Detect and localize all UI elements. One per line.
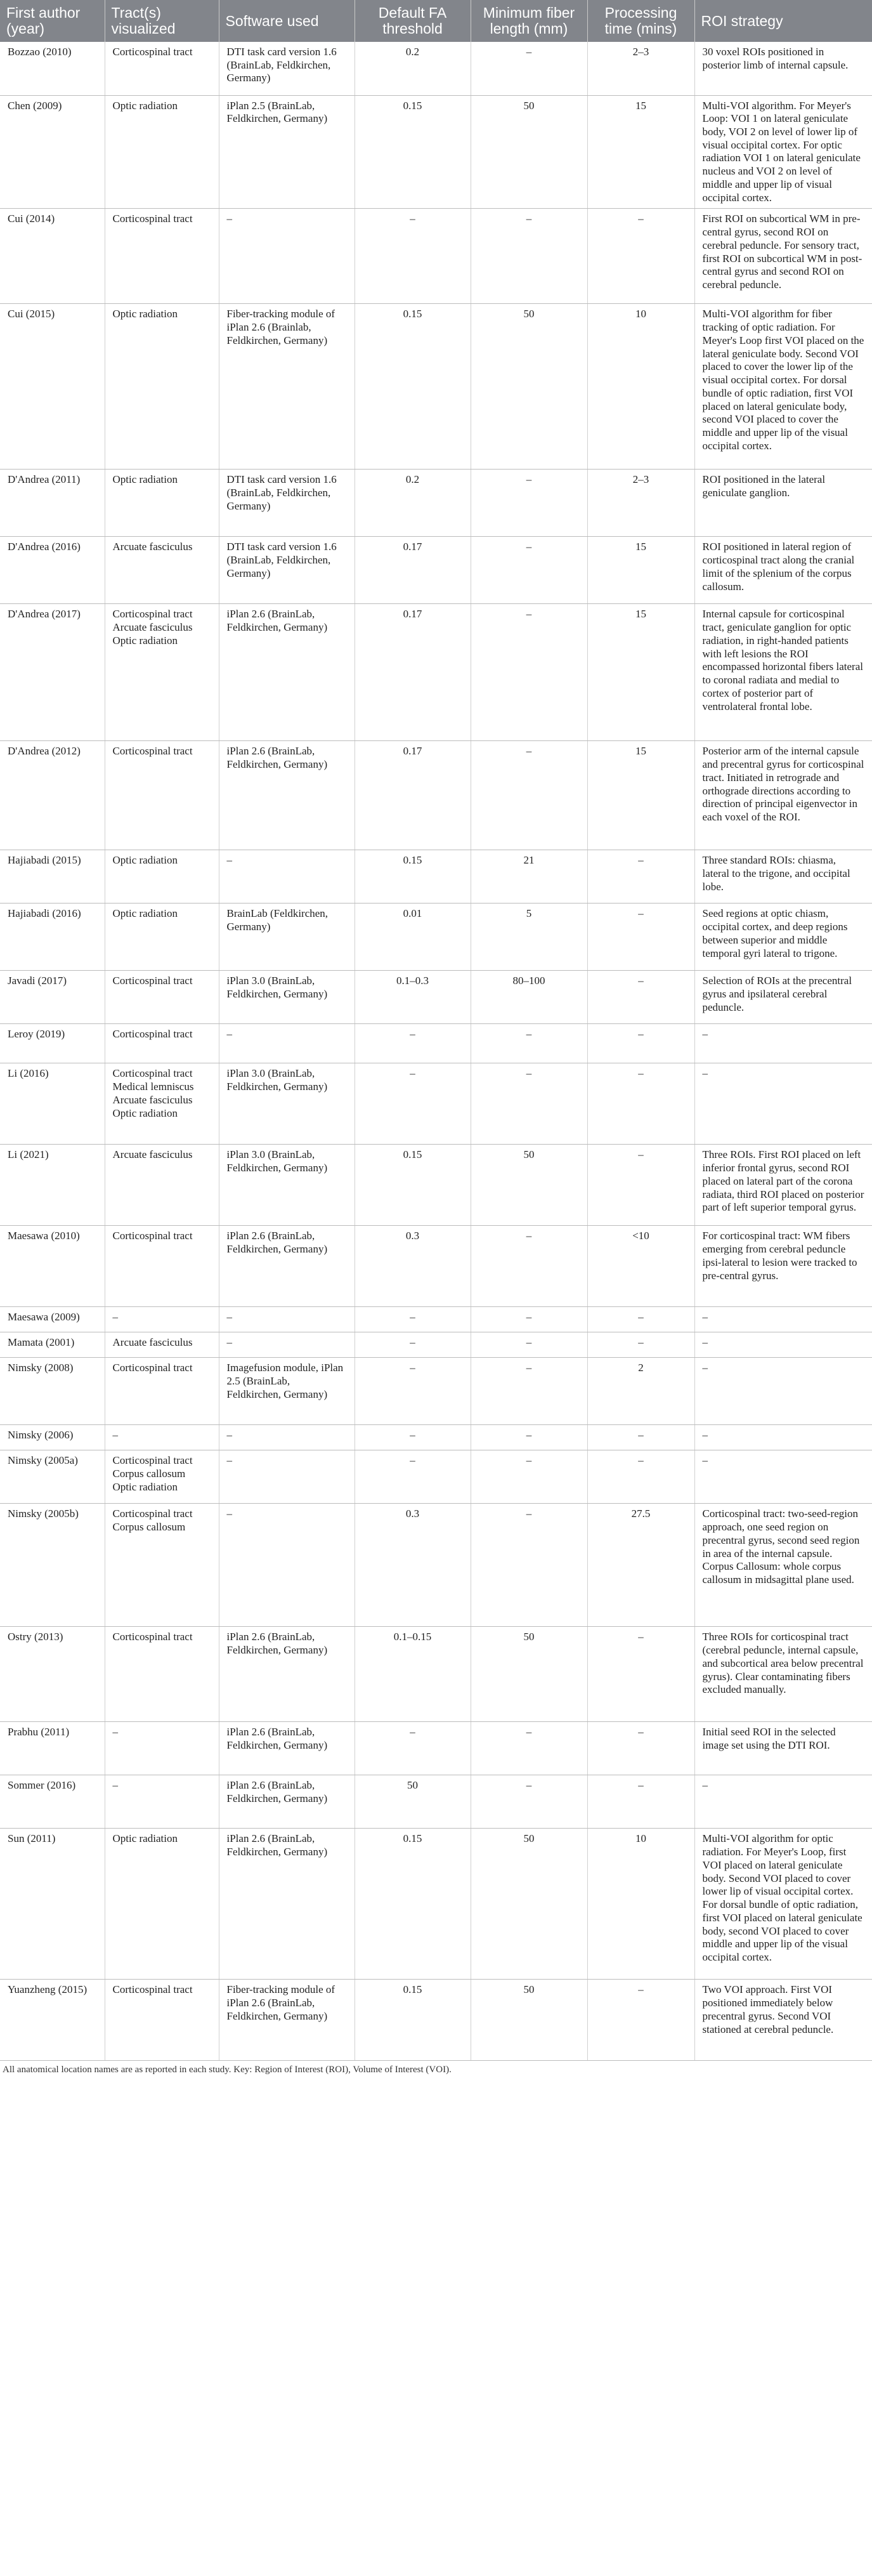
cell-fa-threshold: – <box>355 1063 471 1145</box>
cell-roi-strategy: Multi-VOI algorithm. For Meyer's Loop: VOI 1 on lateral geniculate body, VOI 2 on level of lower lip of visual occipital cortex. For optic radiation VOI 1 on lateral geniculate nucleus and VOI 2 on level of middle and upper lip of visual occipital cortex. <box>694 95 872 209</box>
cell-tracts: Optic radiation <box>105 850 219 904</box>
table-row <box>0 1504 872 1627</box>
cell-processing-time: – <box>587 1980 694 2061</box>
cell-first-author: Nimsky (2005a) <box>0 1450 105 1504</box>
cell-tracts: Corticospinal tract <box>105 1627 219 1722</box>
cell-fa-threshold: 0.15 <box>355 95 471 209</box>
cell-software: iPlan 2.6 (BrainLab, Feldkirchen, Germany) <box>219 1722 355 1775</box>
cell-fiber-length: – <box>471 1775 587 1829</box>
cell-fa-threshold: 0.1–0.15 <box>355 1627 471 1722</box>
cell-fa-threshold: 0.15 <box>355 304 471 470</box>
header-tracts: Tract(s) visualized <box>105 0 219 42</box>
header-software: Software used <box>219 0 355 42</box>
cell-first-author: Li (2021) <box>0 1145 105 1226</box>
cell-fa-threshold: 0.2 <box>355 470 471 537</box>
cell-software: iPlan 2.5 (BrainLab, Feldkirchen, Germany) <box>219 95 355 209</box>
cell-processing-time: 27.5 <box>587 1504 694 1627</box>
cell-roi-strategy: Three ROIs. First ROI placed on left inferior frontal gyrus, second ROI placed on lateral part of the corona radiata, third ROI placed on posterior part of left superior temporal gyrus. <box>694 1145 872 1226</box>
table-row <box>0 304 872 470</box>
cell-first-author: Hajiabadi (2015) <box>0 850 105 904</box>
cell-fiber-length: – <box>471 1332 587 1358</box>
cell-software: iPlan 2.6 (BrainLab, Feldkirchen, Germany) <box>219 1226 355 1307</box>
cell-processing-time: 10 <box>587 1829 694 1980</box>
cell-processing-time: – <box>587 904 694 971</box>
cell-fa-threshold: – <box>355 1332 471 1358</box>
cell-fiber-length: 50 <box>471 304 587 470</box>
cell-first-author: Cui (2014) <box>0 209 105 304</box>
cell-fa-threshold: 0.17 <box>355 537 471 604</box>
cell-first-author: Chen (2009) <box>0 95 105 209</box>
cell-software: DTI task card version 1.6 (BrainLab, Feldkirchen, Germany) <box>219 42 355 95</box>
cell-fiber-length: – <box>471 42 587 95</box>
cell-software: Imagefusion module, iPlan 2.5 (BrainLab, Feldkirchen, Germany) <box>219 1358 355 1425</box>
cell-roi-strategy: – <box>694 1425 872 1450</box>
cell-first-author: Nimsky (2005b) <box>0 1504 105 1627</box>
cell-first-author: Maesawa (2009) <box>0 1307 105 1332</box>
cell-processing-time: 15 <box>587 741 694 850</box>
cell-first-author: D'Andrea (2016) <box>0 537 105 604</box>
cell-fa-threshold: 0.3 <box>355 1504 471 1627</box>
table-row <box>0 1358 872 1425</box>
cell-fa-threshold: 0.15 <box>355 1145 471 1226</box>
cell-software: – <box>219 1307 355 1332</box>
cell-fa-threshold: 50 <box>355 1775 471 1829</box>
cell-fiber-length: 50 <box>471 1145 587 1226</box>
cell-software: – <box>219 1450 355 1504</box>
cell-software: iPlan 2.6 (BrainLab, Feldkirchen, Germany) <box>219 604 355 741</box>
cell-processing-time: – <box>587 1332 694 1358</box>
cell-tracts: Corticospinal tract <box>105 1226 219 1307</box>
cell-processing-time: – <box>587 1024 694 1063</box>
table-row <box>0 209 872 304</box>
cell-first-author: Cui (2015) <box>0 304 105 470</box>
cell-processing-time: – <box>587 1307 694 1332</box>
cell-software: iPlan 3.0 (BrainLab, Feldkirchen, Germany) <box>219 1063 355 1145</box>
cell-first-author: Maesawa (2010) <box>0 1226 105 1307</box>
cell-processing-time: 15 <box>587 537 694 604</box>
cell-first-author: Ostry (2013) <box>0 1627 105 1722</box>
cell-fa-threshold: 0.17 <box>355 604 471 741</box>
cell-software: DTI task card version 1.6 (BrainLab, Feldkirchen, Germany) <box>219 470 355 537</box>
cell-roi-strategy: Two VOI approach. First VOI positioned immediately below precentral gyrus. Second VOI stationed at cerebral peduncle. <box>694 1980 872 2061</box>
cell-tracts: – <box>105 1307 219 1332</box>
cell-software: DTI task card version 1.6 (BrainLab, Feldkirchen, Germany) <box>219 537 355 604</box>
cell-fiber-length: – <box>471 1504 587 1627</box>
cell-fa-threshold: 0.01 <box>355 904 471 971</box>
cell-fa-threshold: – <box>355 1307 471 1332</box>
cell-tracts: Corticospinal tract Corpus callosum <box>105 1504 219 1627</box>
cell-software: iPlan 2.6 (BrainLab, Feldkirchen, Germany) <box>219 741 355 850</box>
table-row <box>0 1332 872 1358</box>
cell-processing-time: – <box>587 1425 694 1450</box>
cell-processing-time: <10 <box>587 1226 694 1307</box>
cell-roi-strategy: ROI positioned in lateral region of corticospinal tract along the cranial limit of the splenium of the corpus callosum. <box>694 537 872 604</box>
table-row <box>0 1226 872 1307</box>
cell-tracts: – <box>105 1775 219 1829</box>
cell-roi-strategy: Seed regions at optic chiasm, occipital cortex, and deep regions between superior and middle temporal gyri lateral to trigone. <box>694 904 872 971</box>
cell-tracts: – <box>105 1722 219 1775</box>
cell-fiber-length: – <box>471 1358 587 1425</box>
header-fa-threshold: Default FA threshold <box>355 0 471 42</box>
cell-fa-threshold: – <box>355 1358 471 1425</box>
cell-first-author: Leroy (2019) <box>0 1024 105 1063</box>
cell-first-author: Bozzao (2010) <box>0 42 105 95</box>
cell-tracts: Corticospinal tract <box>105 209 219 304</box>
cell-software: iPlan 2.6 (BrainLab, Feldkirchen, Germany) <box>219 1775 355 1829</box>
cell-fiber-length: 50 <box>471 1627 587 1722</box>
table-row <box>0 1307 872 1332</box>
cell-processing-time: 2–3 <box>587 42 694 95</box>
cell-fiber-length: – <box>471 1024 587 1063</box>
cell-roi-strategy: – <box>694 1450 872 1504</box>
cell-fiber-length: – <box>471 1063 587 1145</box>
cell-fiber-length: – <box>471 537 587 604</box>
table-row <box>0 1145 872 1226</box>
cell-roi-strategy: 30 voxel ROIs positioned in posterior limb of internal capsule. <box>694 42 872 95</box>
cell-tracts: Corticospinal tract <box>105 1980 219 2061</box>
cell-first-author: Nimsky (2008) <box>0 1358 105 1425</box>
cell-tracts: Corticospinal tract <box>105 971 219 1024</box>
cell-roi-strategy: Initial seed ROI in the selected image set using the DTI ROI. <box>694 1722 872 1775</box>
table-row <box>0 95 872 209</box>
header-processing-time: Processing time (mins) <box>587 0 694 42</box>
cell-software: iPlan 2.6 (BrainLab, Feldkirchen, Germany) <box>219 1829 355 1980</box>
cell-first-author: Nimsky (2006) <box>0 1425 105 1450</box>
cell-first-author: Hajiabadi (2016) <box>0 904 105 971</box>
cell-tracts: Optic radiation <box>105 95 219 209</box>
cell-fiber-length: – <box>471 470 587 537</box>
header-fiber-length: Minimum fiber length (mm) <box>471 0 587 42</box>
cell-processing-time: 2 <box>587 1358 694 1425</box>
cell-software: iPlan 3.0 (BrainLab, Feldkirchen, Germany) <box>219 1145 355 1226</box>
cell-software: Fiber-tracking module of iPlan 2.6 (BrainLab, Feldkirchen, Germany) <box>219 1980 355 2061</box>
cell-roi-strategy: Multi-VOI algorithm for fiber tracking of optic radiation. For Meyer's Loop first VOI placed on the lateral geniculate body. Second VOI placed to cover the lower lip of the visual occipital cortex. For dorsal bundle of optic radiation, first VOI placed on lateral geniculate body, second VOI placed to cover the middle and upper lip of the visual occipital cortex. <box>694 304 872 470</box>
cell-roi-strategy: Selection of ROIs at the precentral gyrus and ipsilateral cerebral peduncle. <box>694 971 872 1024</box>
cell-fa-threshold: 0.15 <box>355 1829 471 1980</box>
cell-processing-time: – <box>587 971 694 1024</box>
cell-first-author: Sun (2011) <box>0 1829 105 1980</box>
table-row <box>0 1024 872 1063</box>
table-row <box>0 1063 872 1145</box>
cell-fa-threshold: – <box>355 1024 471 1063</box>
cell-tracts: – <box>105 1425 219 1450</box>
cell-roi-strategy: – <box>694 1307 872 1332</box>
cell-fa-threshold: 0.15 <box>355 1980 471 2061</box>
cell-software: – <box>219 1332 355 1358</box>
table-row <box>0 1425 872 1450</box>
table-row <box>0 1775 872 1829</box>
cell-first-author: Li (2016) <box>0 1063 105 1145</box>
cell-tracts: Optic radiation <box>105 1829 219 1980</box>
cell-fiber-length: 5 <box>471 904 587 971</box>
cell-first-author: Sommer (2016) <box>0 1775 105 1829</box>
cell-processing-time: 15 <box>587 604 694 741</box>
cell-software: – <box>219 1504 355 1627</box>
cell-fiber-length: 50 <box>471 1829 587 1980</box>
table-row <box>0 850 872 904</box>
cell-tracts: Corticospinal tract <box>105 741 219 850</box>
cell-processing-time: – <box>587 209 694 304</box>
cell-tracts: Arcuate fasciculus <box>105 537 219 604</box>
cell-roi-strategy: – <box>694 1358 872 1425</box>
header-row <box>0 0 872 42</box>
cell-software: iPlan 3.0 (BrainLab, Feldkirchen, Germany) <box>219 971 355 1024</box>
cell-fiber-length: – <box>471 209 587 304</box>
table-row <box>0 1980 872 2061</box>
cell-fiber-length: – <box>471 604 587 741</box>
cell-roi-strategy: ROI positioned in the lateral geniculate ganglion. <box>694 470 872 537</box>
cell-fa-threshold: 0.15 <box>355 850 471 904</box>
cell-roi-strategy: – <box>694 1332 872 1358</box>
cell-processing-time: – <box>587 850 694 904</box>
cell-roi-strategy: – <box>694 1063 872 1145</box>
cell-fa-threshold: – <box>355 209 471 304</box>
cell-roi-strategy: Corticospinal tract: two-seed-region approach, one seed region on precentral gyrus, second seed region in area of the internal capsule. Corpus Callosum: whole corpus callosum in midsagittal plane used. <box>694 1504 872 1627</box>
cell-fiber-length: 80–100 <box>471 971 587 1024</box>
cell-roi-strategy: First ROI on subcortical WM in pre-central gyrus, second ROI on cerebral peduncle. For sensory tract, first ROI on subcortical WM in post-central gyrus and second ROI on cerebral peduncle. <box>694 209 872 304</box>
cell-software: – <box>219 1024 355 1063</box>
table-row <box>0 741 872 850</box>
cell-fa-threshold: – <box>355 1425 471 1450</box>
cell-roi-strategy: – <box>694 1775 872 1829</box>
cell-first-author: D'Andrea (2011) <box>0 470 105 537</box>
cell-tracts: Optic radiation <box>105 904 219 971</box>
cell-first-author: D'Andrea (2012) <box>0 741 105 850</box>
table-row <box>0 537 872 604</box>
cell-tracts: Corticospinal tract <box>105 1358 219 1425</box>
cell-processing-time: – <box>587 1775 694 1829</box>
cell-fa-threshold: – <box>355 1722 471 1775</box>
cell-tracts: Optic radiation <box>105 470 219 537</box>
cell-fiber-length: – <box>471 1307 587 1332</box>
cell-fiber-length: 21 <box>471 850 587 904</box>
cell-fiber-length: 50 <box>471 1980 587 2061</box>
cell-tracts: Arcuate fasciculus <box>105 1332 219 1358</box>
table-header <box>0 0 872 42</box>
table-row <box>0 1627 872 1722</box>
cell-roi-strategy: For corticospinal tract: WM fibers emerging from cerebral peduncle ipsi-lateral to lesion were tracked to pre-central gyrus. <box>694 1226 872 1307</box>
table-row <box>0 904 872 971</box>
cell-software: iPlan 2.6 (BrainLab, Feldkirchen, Germany) <box>219 1627 355 1722</box>
cell-fiber-length: 50 <box>471 95 587 209</box>
cell-first-author: Prabhu (2011) <box>0 1722 105 1775</box>
cell-first-author: Javadi (2017) <box>0 971 105 1024</box>
cell-processing-time: – <box>587 1063 694 1145</box>
cell-fiber-length: – <box>471 1226 587 1307</box>
table-footnote: All anatomical location names are as reported in each study. Key: Region of Interest (ROI), Volume of Interest (VOI). <box>3 2065 452 2075</box>
cell-fa-threshold: – <box>355 1450 471 1504</box>
cell-first-author: D'Andrea (2017) <box>0 604 105 741</box>
cell-processing-time: – <box>587 1145 694 1226</box>
cell-tracts: Corticospinal tract Arcuate fasciculus Optic radiation <box>105 604 219 741</box>
cell-tracts: Corticospinal tract Corpus callosum Optic radiation <box>105 1450 219 1504</box>
cell-tracts: Corticospinal tract <box>105 1024 219 1063</box>
cell-fiber-length: – <box>471 741 587 850</box>
cell-software: BrainLab (Feldkirchen, Germany) <box>219 904 355 971</box>
cell-tracts: Optic radiation <box>105 304 219 470</box>
cell-processing-time: – <box>587 1627 694 1722</box>
cell-tracts: Corticospinal tract Medical lemniscus Arcuate fasciculus Optic radiation <box>105 1063 219 1145</box>
header-roi-strategy: ROI strategy <box>694 0 872 42</box>
cell-software: – <box>219 850 355 904</box>
cell-processing-time: 2–3 <box>587 470 694 537</box>
table-row <box>0 1722 872 1775</box>
table-row <box>0 604 872 741</box>
cell-fa-threshold: 0.3 <box>355 1226 471 1307</box>
cell-roi-strategy: – <box>694 1024 872 1063</box>
header-first-author: First author (year) <box>0 0 105 42</box>
table-row <box>0 1829 872 1980</box>
cell-fa-threshold: 0.1–0.3 <box>355 971 471 1024</box>
table-row <box>0 971 872 1024</box>
cell-roi-strategy: Three standard ROIs: chiasma, lateral to the trigone, and occipital lobe. <box>694 850 872 904</box>
cell-software: – <box>219 1425 355 1450</box>
cell-software: Fiber-tracking module of iPlan 2.6 (Brainlab, Feldkirchen, Germany) <box>219 304 355 470</box>
table-row <box>0 1450 872 1504</box>
cell-fa-threshold: 0.17 <box>355 741 471 850</box>
cell-fiber-length: – <box>471 1722 587 1775</box>
table-row <box>0 42 872 95</box>
cell-tracts: Arcuate fasciculus <box>105 1145 219 1226</box>
cell-roi-strategy: Internal capsule for corticospinal tract, geniculate ganglion for optic radiation, in right-handed patients with left lesions the ROI encompassed horizontal fibers lateral to coronal radiata and medial to cortex of posterior part of ventrolateral frontal lobe. <box>694 604 872 741</box>
cell-fa-threshold: 0.2 <box>355 42 471 95</box>
cell-first-author: Yuanzheng (2015) <box>0 1980 105 2061</box>
cell-first-author: Mamata (2001) <box>0 1332 105 1358</box>
cell-processing-time: – <box>587 1450 694 1504</box>
table-row <box>0 470 872 537</box>
cell-processing-time: 15 <box>587 95 694 209</box>
cell-fiber-length: – <box>471 1450 587 1504</box>
cell-fiber-length: – <box>471 1425 587 1450</box>
cell-roi-strategy: Three ROIs for corticospinal tract (cerebral peduncle, internal capsule, and subcortical area below precentral gyrus). Clear contaminating fibers excluded manually. <box>694 1627 872 1722</box>
table-body <box>0 42 872 2061</box>
cell-processing-time: 10 <box>587 304 694 470</box>
cell-tracts: Corticospinal tract <box>105 42 219 95</box>
cell-software: – <box>219 209 355 304</box>
cell-roi-strategy: Multi-VOI algorithm for optic radiation. For Meyer's Loop, first VOI placed on lateral geniculate body. Second VOI placed to cover lower lip of visual occipital cortex. For dorsal bundle of optic radiation, first VOI placed on lateral geniculate body, second VOI placed to cover middle and upper lip of the visual occipital cortex. <box>694 1829 872 1980</box>
cell-roi-strategy: Posterior arm of the internal capsule and precentral gyrus for corticospinal tract. Initiated in retrograde and orthograde directions according to direction of principal eigenvector in each voxel of the ROI. <box>694 741 872 850</box>
cell-processing-time: – <box>587 1722 694 1775</box>
